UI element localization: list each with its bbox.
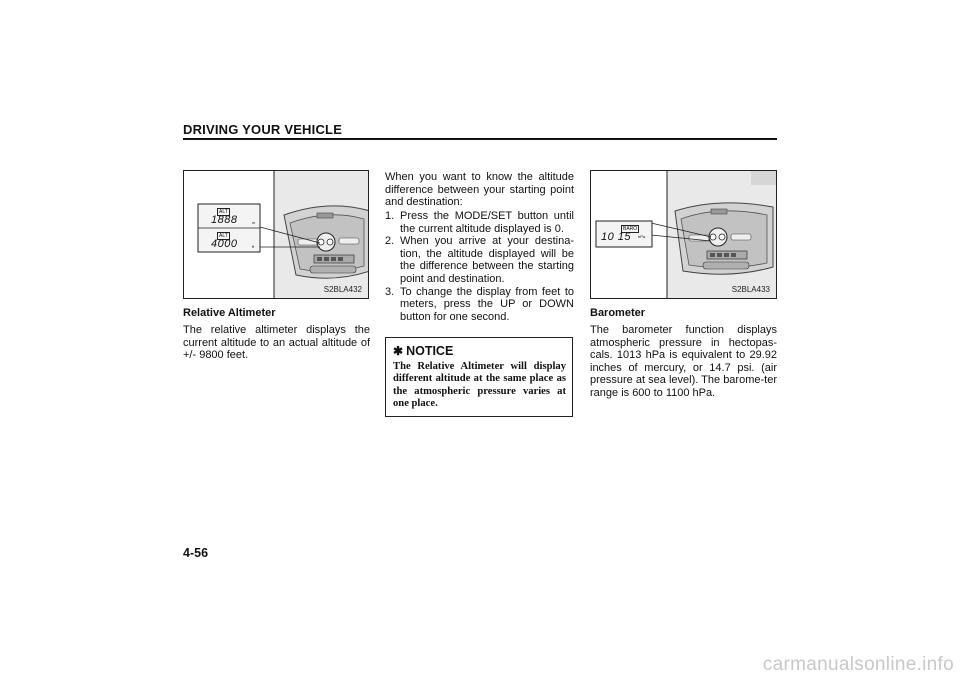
lcd-bottom-value: 4000 <box>211 238 238 250</box>
barometer-text: The barometer function displays atmospheric pressure in hectopas-cals. 1013 hPa is equivalent to 29.92 inches of mercury, or 14.7 psi. (air pressure at sea level). The barome-ter range is 600 to 1100 hPa. <box>590 324 777 399</box>
figure-barometer <box>590 170 777 299</box>
lcd-top-tag: ALT <box>219 209 228 215</box>
header-rule <box>183 138 777 140</box>
notice-text: The Relative Altimeter will display different altitude at the same place as the atmospheric pressure varies at one place. <box>393 361 566 410</box>
lcd-baro-value: 10 15 <box>601 231 632 243</box>
asterisk-icon: ✱ <box>393 344 404 358</box>
relative-altimeter-text: The relative altimeter displays the current altitude to an actual altitude of +/- 9800 feet. <box>183 324 370 362</box>
list-item: 1. Press the MODE/SET button until the current altitude displayed is 0. <box>385 210 574 235</box>
lcd-top-value: 1888 <box>211 214 238 226</box>
list-item: 2. When you arrive at your destina-tion, the altitude displayed will be the difference between the starting point and destination. <box>385 235 574 285</box>
figure-relative-altimeter <box>183 170 369 299</box>
lcd-bottom-tag: ALT <box>219 233 228 239</box>
altitude-steps-list <box>385 210 574 323</box>
relative-altimeter-title: Relative Altimeter <box>183 307 276 319</box>
lcd-top-unit: m <box>252 220 256 225</box>
barometer-title: Barometer <box>590 307 646 319</box>
overhead-console-illustration <box>184 171 369 299</box>
section-header: DRIVING YOUR VEHICLE <box>183 122 343 137</box>
lcd-baro-tag: BARO <box>623 226 638 232</box>
notice-box <box>385 337 573 417</box>
notice-heading: ✱ NOTICE <box>393 344 454 358</box>
figure-code: S2BLA433 <box>731 285 770 294</box>
watermark: carmanualsonline.info <box>762 654 954 675</box>
figure-code: S2BLA432 <box>323 285 362 294</box>
lcd-baro-unit: hPa <box>638 234 646 239</box>
altitude-difference-intro: When you want to know the altitude difference between your starting point and destination: <box>385 171 574 209</box>
lcd-bottom-unit: ft <box>252 244 255 249</box>
page-number: 4-56 <box>183 546 209 560</box>
list-item: 3. To change the display from feet to meters, press the UP or DOWN button for one second. <box>385 285 574 323</box>
